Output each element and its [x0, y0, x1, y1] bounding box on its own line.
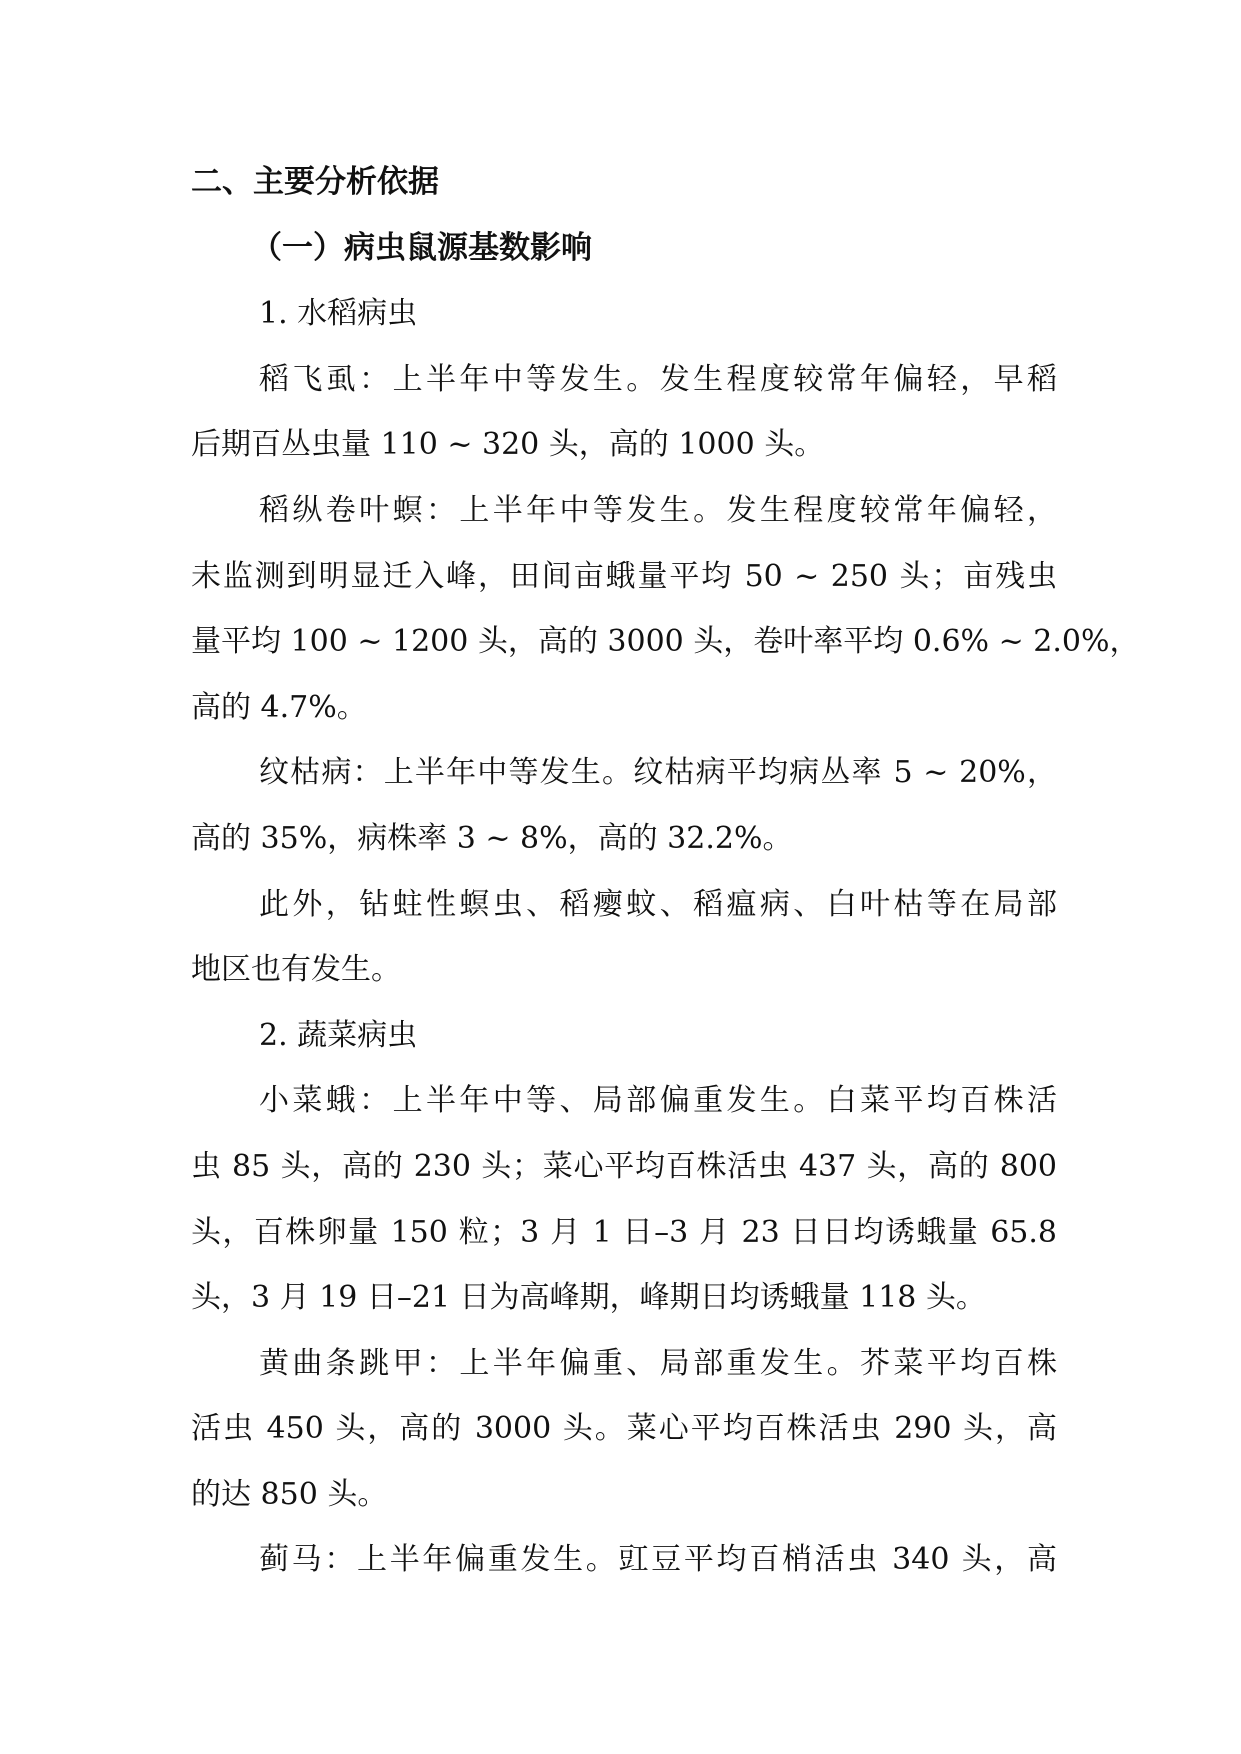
paragraph-line: 高的 4.7%。	[191, 689, 367, 725]
paragraph-line: 此外，钻蛀性螟虫、稻瘿蚊、稻瘟病、白叶枯等在局部	[259, 886, 1057, 922]
paragraph-line: 纹枯病：上半年中等发生。纹枯病平均病丛率 5 ~ 20%，	[259, 755, 1057, 791]
paragraph-line: 稻纵卷叶螟：上半年中等发生。发生程度较常年偏轻，	[259, 492, 1057, 528]
paragraph-line: 地区也有发生。	[191, 952, 401, 988]
subsection-heading: （一）病虫鼠源基数影响	[251, 229, 592, 266]
paragraph-line: 头，百株卵量 150 粒；3 月 1 日–3 月 23 日日均诱蛾量 65.8	[191, 1214, 1057, 1250]
paragraph-line: 小菜蛾：上半年中等、局部偏重发生。白菜平均百株活	[259, 1083, 1057, 1119]
paragraph-line: 的达 850 头。	[191, 1476, 388, 1512]
paragraph-line: 虫 85 头，高的 230 头；菜心平均百株活虫 437 头，高的 800	[191, 1148, 1057, 1184]
paragraph-line: 量平均 100 ~ 1200 头，高的 3000 头，卷叶率平均 0.6% ~ 2.0%，	[191, 624, 1140, 660]
document-page	[191, 150, 1140, 1593]
paragraph-line: 活虫 450 头，高的 3000 头。菜心平均百株活虫 290 头，高	[191, 1411, 1057, 1447]
paragraph-line: 蓟马：上半年偏重发生。豇豆平均百梢活虫 340 头，高	[259, 1542, 1057, 1578]
subsection-title: 2. 蔬菜病虫	[259, 1017, 418, 1053]
paragraph-line: 稻飞虱：上半年中等发生。发生程度较常年偏轻，早稻	[259, 361, 1057, 397]
paragraph-line: 后期百丛虫量 110 ~ 320 头，高的 1000 头。	[191, 427, 825, 463]
paragraph-line: 高的 35%，病株率 3 ~ 8%，高的 32.2%。	[191, 820, 793, 856]
subsection-title: 1. 水稻病虫	[259, 296, 418, 332]
paragraph-line: 头，3 月 19 日–21 日为高峰期，峰期日均诱蛾量 118 头。	[191, 1280, 986, 1316]
document-body	[191, 281, 1140, 1593]
section-heading: 二、主要分析依据	[191, 164, 439, 200]
paragraph-line: 黄曲条跳甲：上半年偏重、局部重发生。芥菜平均百株	[259, 1345, 1057, 1381]
paragraph-line: 未监测到明显迁入峰，田间亩蛾量平均 50 ~ 250 头；亩残虫	[191, 558, 1057, 594]
